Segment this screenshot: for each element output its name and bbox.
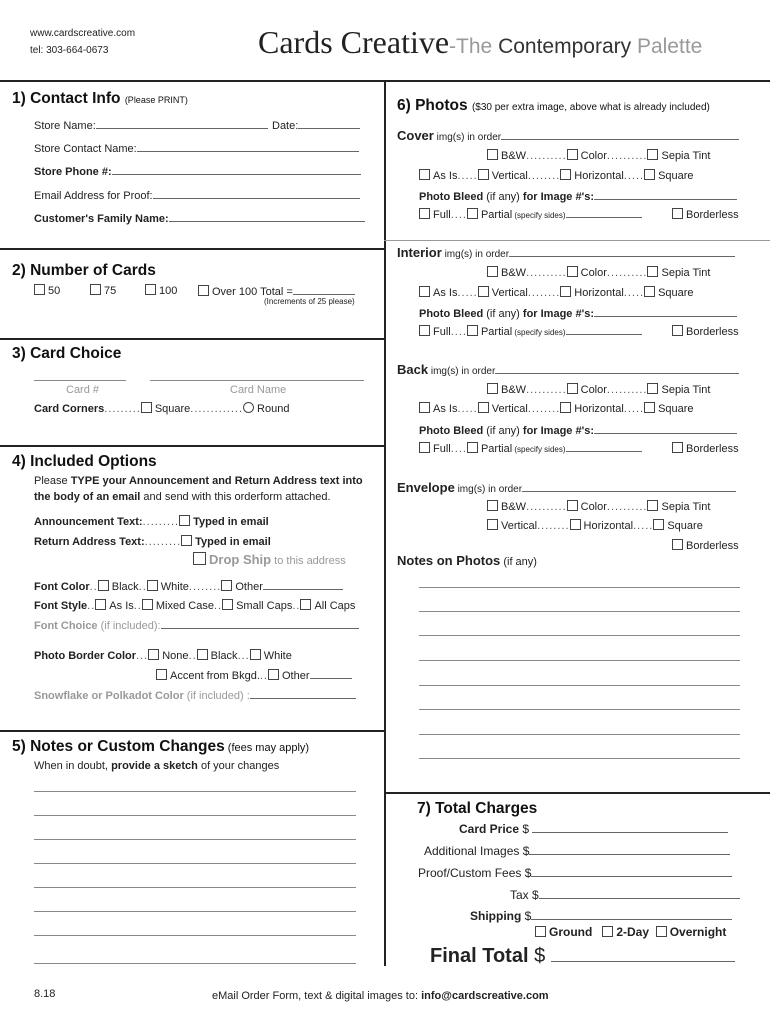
back-color-checkbox[interactable]	[567, 383, 578, 394]
cover-color-checkbox[interactable]	[567, 149, 578, 160]
cover-sepia-checkbox[interactable]	[647, 149, 658, 160]
brand-logo: Cards Creative-The Contemporary Palette	[258, 24, 703, 60]
family-name-field[interactable]: Customer's Family Name:	[34, 211, 365, 225]
cover-bw-checkbox[interactable]	[487, 149, 498, 160]
store-name-field[interactable]: Store Name:	[34, 118, 268, 132]
card-name-line[interactable]	[150, 380, 364, 381]
border-accent-checkbox[interactable]	[156, 669, 167, 680]
cover-bleed-field[interactable]: Photo Bleed (if any) for Image #'s:	[419, 189, 737, 203]
option-50[interactable]: 50	[34, 284, 60, 297]
border-color-row: Photo Border Color... None.. Black... White	[34, 650, 292, 662]
interior-borderless[interactable]: Borderless	[672, 325, 739, 338]
final-total-field[interactable]: Final Total $	[430, 945, 735, 968]
cover-square-checkbox[interactable]	[644, 169, 655, 180]
section-divider-4	[0, 445, 384, 447]
drop-ship-row[interactable]: Drop Ship to this address	[193, 552, 346, 567]
store-contact-field[interactable]: Store Contact Name:	[34, 141, 359, 155]
interior-asis-checkbox[interactable]	[419, 286, 430, 297]
interior-sepia-checkbox[interactable]	[647, 266, 658, 277]
back-partial-checkbox[interactable]	[467, 442, 478, 453]
phone-text: tel: 303-664-0673	[30, 45, 109, 56]
card-corners-row: Card Corners......... Square............. Round	[34, 403, 290, 415]
font-style-row: Font Style.. As Is.. Mixed Case.. Small Caps.. All Caps	[34, 600, 356, 612]
notes-custom-title: 5) Notes or Custom Changes (fees may apply)	[12, 738, 310, 755]
font-other-checkbox[interactable]	[221, 580, 232, 591]
version-text: 8.18	[34, 988, 56, 1000]
font-black-checkbox[interactable]	[98, 580, 109, 591]
square-checkbox[interactable]	[141, 402, 152, 413]
back-orient-row: As Is..... Vertical........ Horizontal..... Square	[419, 402, 694, 415]
cover-asis-checkbox[interactable]	[419, 169, 430, 180]
increments-note: (Increments of 25 please)	[264, 297, 355, 306]
section-divider-2	[0, 248, 384, 250]
interior-square-checkbox[interactable]	[644, 286, 655, 297]
back-asis-checkbox[interactable]	[419, 402, 430, 413]
envelope-vertical-checkbox[interactable]	[487, 519, 498, 530]
cover-bleed-row: Full.... Partial (specify sides)	[419, 208, 642, 221]
cover-orient-row: As Is..... Vertical........ Horizontal..... Square	[419, 169, 694, 182]
back-sepia-checkbox[interactable]	[647, 383, 658, 394]
font-choice-field[interactable]: Font Choice (if included):	[34, 618, 359, 632]
brand-name: Cards Creative	[258, 24, 450, 60]
announcement-typed-checkbox[interactable]	[179, 515, 190, 526]
envelope-color-row: B&W.......... Color.......... Sepia Tint	[487, 500, 710, 513]
cover-color-row: B&W.......... Color.......... Sepia Tint	[487, 149, 710, 162]
photos-title: 6) Photos ($30 per extra image, above what is already included)	[397, 97, 710, 114]
number-title: 2) Number of Cards	[12, 262, 156, 279]
back-horizontal-checkbox[interactable]	[560, 402, 571, 413]
envelope-bw-checkbox[interactable]	[487, 500, 498, 511]
envelope-color-checkbox[interactable]	[567, 500, 578, 511]
interior-bleed-row: Full.... Partial (specify sides)	[419, 325, 642, 338]
interior-color-row: B&W.......... Color.......... Sepia Tint	[487, 266, 710, 279]
website-text: www.cardscreative.com	[30, 28, 136, 39]
option-over-100[interactable]: Over 100 Total =	[198, 284, 355, 298]
interior-bleed-field[interactable]: Photo Bleed (if any) for Image #'s:	[419, 306, 737, 320]
back-heading: Back img(s) in order	[397, 362, 739, 377]
back-bleed-row: Full.... Partial (specify sides)	[419, 442, 642, 455]
notes-custom-instructions: When in doubt, provide a sketch of your changes	[34, 760, 280, 772]
email-field[interactable]: Email Address for Proof:	[34, 188, 360, 202]
card-number-line[interactable]	[34, 380, 126, 381]
back-vertical-checkbox[interactable]	[478, 402, 489, 413]
snowflake-field[interactable]: Snowflake or Polkadot Color (if included) :	[34, 688, 356, 702]
font-color-row: Font Color.. Black.. White........ Other	[34, 579, 343, 593]
section-divider-3	[0, 338, 384, 340]
border-accent-row: Accent from Bkgd... Other	[156, 668, 352, 682]
envelope-horizontal-checkbox[interactable]	[570, 519, 581, 530]
card-number-label: Card #	[66, 384, 100, 396]
interior-bw-checkbox[interactable]	[487, 266, 498, 277]
interior-partial-checkbox[interactable]	[467, 325, 478, 336]
option-75[interactable]: 75	[90, 284, 116, 297]
font-white-checkbox[interactable]	[147, 580, 158, 591]
choice-title: 3) Card Choice	[12, 345, 122, 362]
card-name-label: Card Name	[230, 384, 287, 396]
return-typed-checkbox[interactable]	[181, 535, 192, 546]
interior-vertical-checkbox[interactable]	[478, 286, 489, 297]
tax-field[interactable]: Tax $	[510, 888, 740, 902]
overnight-checkbox[interactable]	[656, 926, 667, 937]
date-field[interactable]: Date:	[272, 118, 360, 132]
style-smallcaps-checkbox[interactable]	[222, 599, 233, 610]
interior-horizontal-checkbox[interactable]	[560, 286, 571, 297]
shipping-options-row: Ground 2-Day Overnight	[535, 925, 726, 939]
option-100[interactable]: 100	[145, 284, 177, 297]
cover-borderless[interactable]: Borderless	[672, 208, 739, 221]
shipping-field[interactable]: Shipping $	[470, 909, 732, 923]
back-square-checkbox[interactable]	[644, 402, 655, 413]
back-borderless[interactable]: Borderless	[672, 442, 739, 455]
additional-images-field[interactable]: Additional Images $	[424, 844, 730, 858]
envelope-orient-row: Vertical........ Horizontal..... Square	[487, 519, 703, 532]
contact-title: 1) Contact Info (Please PRINT)	[12, 90, 188, 107]
cover-full-checkbox[interactable]	[419, 208, 430, 219]
card-price-field[interactable]: Card Price $	[459, 822, 728, 836]
border-white-checkbox[interactable]	[250, 649, 261, 660]
back-bleed-field[interactable]: Photo Bleed (if any) for Image #'s:	[419, 423, 737, 437]
cover-partial-checkbox[interactable]	[467, 208, 478, 219]
footer-email-line: eMail Order Form, text & digital images to: info@cardscreative.com	[212, 990, 549, 1002]
back-color-row: B&W.......... Color.......... Sepia Tint	[487, 383, 710, 396]
interior-heading: Interior img(s) in order	[397, 245, 735, 260]
return-address-row: Return Address Text:......... Typed in email	[34, 536, 271, 548]
footer-email-link[interactable]: info@cardscreative.com	[421, 990, 549, 1002]
envelope-borderless[interactable]: Borderless	[672, 539, 739, 552]
envelope-square-checkbox[interactable]	[653, 519, 664, 530]
announcement-row: Announcement Text:......... Typed in email	[34, 516, 269, 528]
border-other-checkbox[interactable]	[268, 669, 279, 680]
options-title: 4) Included Options	[12, 453, 157, 470]
two-day-checkbox[interactable]	[602, 926, 613, 937]
round-radio[interactable]	[243, 402, 254, 413]
cover-vertical-checkbox[interactable]	[478, 169, 489, 180]
section-divider-5	[0, 730, 384, 732]
cover-horizontal-checkbox[interactable]	[560, 169, 571, 180]
ground-checkbox[interactable]	[535, 926, 546, 937]
charges-title: 7) Total Charges	[417, 800, 538, 817]
style-mixed-checkbox[interactable]	[142, 599, 153, 610]
back-full-checkbox[interactable]	[419, 442, 430, 453]
interior-orient-row: As Is..... Vertical........ Horizontal..... Square	[419, 286, 694, 299]
style-allcaps-checkbox[interactable]	[300, 599, 311, 610]
cover-heading: Cover img(s) in order	[397, 128, 739, 143]
notes-photos-heading: Notes on Photos (if any)	[397, 553, 537, 568]
border-black-checkbox[interactable]	[197, 649, 208, 660]
envelope-sepia-checkbox[interactable]	[647, 500, 658, 511]
envelope-heading: Envelope img(s) in order	[397, 480, 736, 495]
back-bw-checkbox[interactable]	[487, 383, 498, 394]
section-divider-7	[384, 792, 770, 794]
interior-color-checkbox[interactable]	[567, 266, 578, 277]
store-phone-field[interactable]: Store Phone #:	[34, 164, 361, 178]
border-none-checkbox[interactable]	[148, 649, 159, 660]
style-asis-checkbox[interactable]	[95, 599, 106, 610]
proof-fees-field[interactable]: Proof/Custom Fees $	[418, 866, 732, 880]
column-divider	[384, 81, 386, 966]
options-instructions-1: Please TYPE your Announcement and Return Address text into	[34, 475, 363, 487]
options-instructions-2: the body of an email and send with this orderform attached.	[34, 491, 331, 503]
photos-divider-1	[384, 240, 770, 241]
interior-full-checkbox[interactable]	[419, 325, 430, 336]
